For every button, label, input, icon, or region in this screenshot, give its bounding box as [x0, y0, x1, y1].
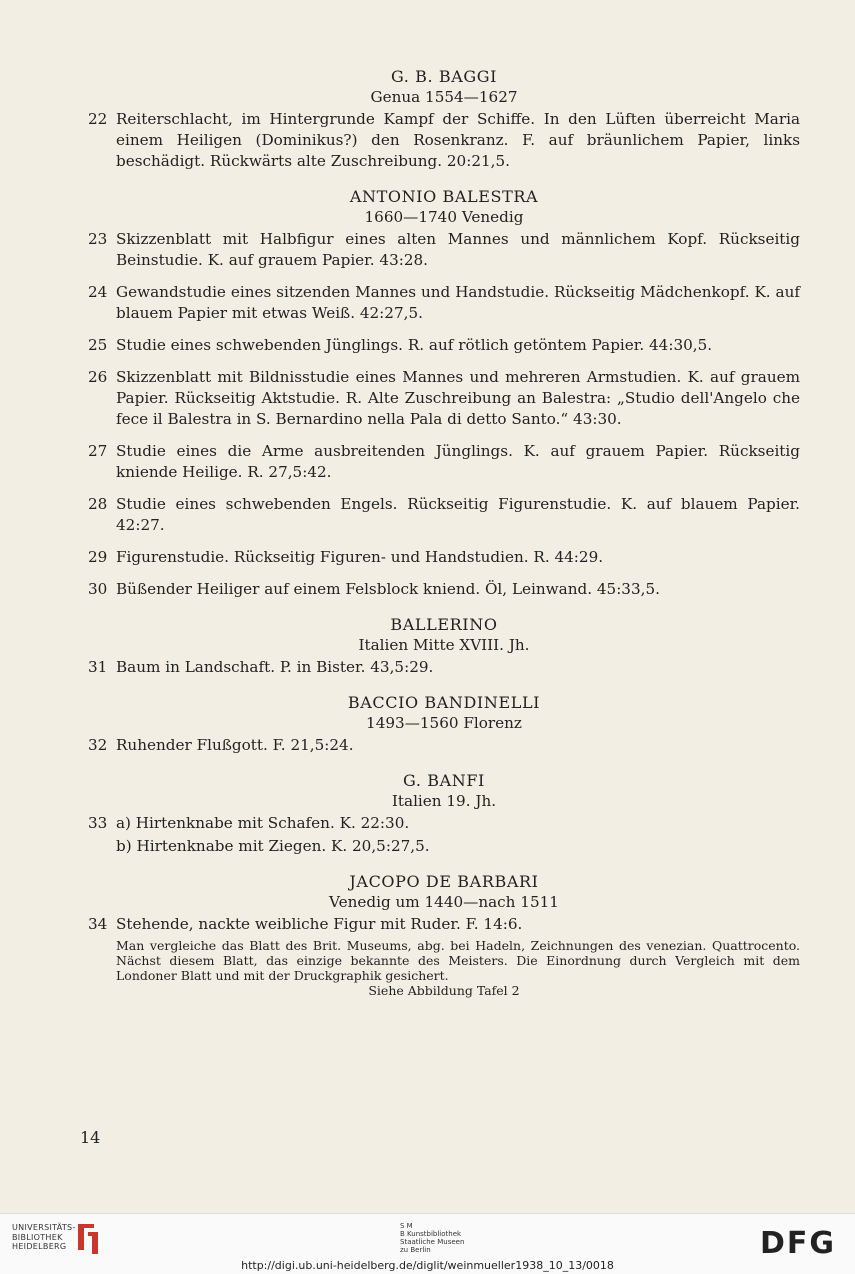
catalog-entry	[88, 579, 800, 600]
artist-heading: ANTONIO BALESTRA	[349, 187, 539, 206]
catalog-entry	[88, 494, 800, 536]
entry-number: 27	[88, 442, 108, 460]
artist-heading: BACCIO BANDINELLI	[347, 693, 541, 712]
artist-heading: JACOPO DE BARBARI	[349, 872, 539, 891]
entry-note: Man vergleiche das Blatt des Brit. Museums, abg. bei Hadeln, Zeichnungen des venezian. Quattrocento. Nächst diesem Blatt, das einzige bekannte des Meisters. Die Einordnung durch Vergleich mit dem Londoner Blatt und mit der Druckgraphik gesichert.	[116, 938, 800, 983]
catalog-entry	[88, 367, 800, 430]
catalog-entry	[88, 282, 800, 324]
catalog-entry	[88, 229, 800, 271]
entry-text: a) Hirtenknabe mit Schafen. K. 22:30.	[116, 814, 410, 832]
catalog-entry	[88, 735, 800, 756]
catalog-entry	[88, 813, 800, 834]
entry-number: 29	[88, 548, 108, 566]
artist-dates: 1493—1560 Florenz	[366, 714, 522, 732]
university-line: UNIVERSITÄTS-	[12, 1223, 76, 1232]
entry-number: 25	[88, 336, 108, 354]
entry-number: 33	[88, 814, 108, 832]
entry-number: 31	[88, 658, 108, 676]
center-line: B Kunstbibliothek	[400, 1230, 462, 1238]
catalog-entry	[88, 836, 800, 857]
artist-dates: Italien 19. Jh.	[391, 792, 497, 810]
catalog-entry	[88, 547, 800, 568]
entry-text: Skizzenblatt mit Halbfigur eines alten Mannes und männlichem Kopf. Rückseitig Beinstudie. K. auf grauem Papier. 43:28.	[116, 230, 800, 269]
entry-text: Gewandstudie eines sitzenden Mannes und Handstudie. Rückseitig Mädchenkopf. K. auf blauem Papier mit etwas Weiß. 42:27,5.	[116, 283, 800, 322]
entry-number: 34	[88, 915, 108, 933]
entry-text: Ruhender Flußgott. F. 21,5:24.	[116, 736, 354, 754]
university-line: HEIDELBERG	[12, 1242, 67, 1251]
catalog-entry	[88, 657, 800, 678]
entry-text: Studie eines schwebenden Jünglings. R. auf rötlich getöntem Papier. 44:30,5.	[116, 336, 713, 354]
artist-heading: G. BANFI	[403, 771, 485, 790]
artist-dates: 1660—1740 Venedig	[364, 208, 524, 226]
catalog-entry	[88, 441, 800, 483]
entry-text: Studie eines die Arme ausbreitenden Jünglings. K. auf grauem Papier. Rückseitig kniende Heilige. R. 27,5:42.	[116, 442, 800, 481]
center-line: zu Berlin	[400, 1246, 431, 1254]
entry-number: 32	[88, 736, 108, 754]
plate-reference: Siehe Abbildung Tafel 2	[368, 983, 520, 998]
artist-dates: Genua 1554—1627	[370, 88, 518, 106]
center-line: S M	[400, 1222, 413, 1230]
catalog-entry	[88, 914, 800, 935]
artist-heading: BALLERINO	[390, 615, 498, 634]
catalog-entry	[88, 335, 800, 356]
entry-text: Baum in Landschaft. P. in Bister. 43,5:29.	[116, 658, 434, 676]
entry-text: Stehende, nackte weibliche Figur mit Ruder. F. 14:6.	[116, 915, 523, 933]
kunstbibliothek-label	[400, 1222, 464, 1254]
artist-heading: G. B. BAGGI	[390, 67, 498, 86]
catalog-entry	[88, 109, 800, 172]
entry-number: 24	[88, 283, 108, 301]
university-line: BIBLIOTHEK	[12, 1232, 63, 1242]
entry-text: Studie eines schwebenden Engels. Rückseitig Figurenstudie. K. auf blauem Papier. 42:27.	[116, 495, 800, 534]
university-logo-icon	[74, 1220, 102, 1256]
entry-number: 28	[88, 495, 108, 513]
artist-dates: Venedig um 1440—nach 1511	[329, 893, 559, 911]
entry-text: Reiterschlacht, im Hintergrunde Kampf der Schiffe. In den Lüften überreicht Maria einem Heiligen (Dominikus?) den Rosenkranz. F. auf bräunlichem Papier, links beschädigt. Rückwärts alte Zuschreibung. 20:21,5.	[116, 110, 800, 170]
entry-number: 22	[88, 110, 108, 128]
entry-text: b) Hirtenknabe mit Ziegen. K. 20,5:27,5.	[116, 837, 430, 855]
entry-text: Büßender Heiliger auf einem Felsblock kniend. Öl, Leinwand. 45:33,5.	[116, 580, 660, 598]
entry-number: 26	[88, 368, 108, 386]
center-line: Staatliche Museen	[400, 1238, 465, 1246]
dfg-logo: DFG	[760, 1226, 837, 1261]
artist-dates: Italien Mitte XVIII. Jh.	[358, 636, 530, 654]
entry-text: Figurenstudie. Rückseitig Figuren- und Handstudien. R. 44:29.	[116, 548, 604, 566]
entry-number: 23	[88, 230, 108, 248]
catalog-content	[88, 66, 800, 998]
university-library-label	[12, 1223, 76, 1252]
entry-text: Skizzenblatt mit Bildnisstudie eines Mannes und mehreren Armstudien. K. auf grauem Papier. Rückseitig Aktstudie. R. Alte Zuschreibung an Balestra: „Studio dell'Angelo che fece il Balestra in S. Bernardino nella Pala di detto Santo.“ 43:30.	[116, 368, 800, 428]
digitization-footer	[0, 1213, 855, 1274]
page-number: 14	[80, 1128, 101, 1147]
source-url-link[interactable]: http://digi.ub.uni-heidelberg.de/diglit/weinmueller1938_10_13/0018	[241, 1259, 614, 1272]
entry-number: 30	[88, 580, 108, 598]
